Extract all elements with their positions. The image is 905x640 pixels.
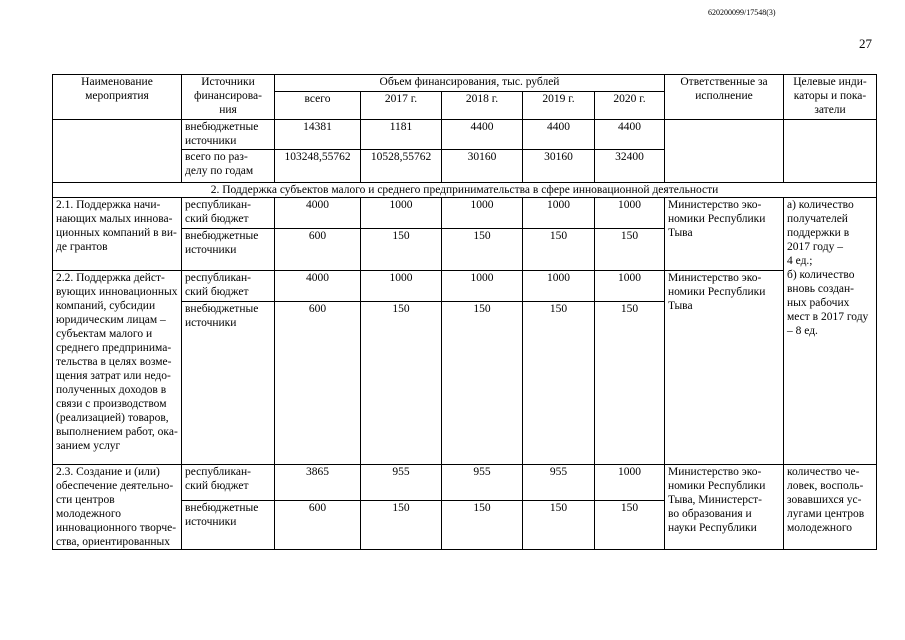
measure-name: 2.2. Поддержка дейст- вующих инновационных компаний, субсидии юридическим лицам – субъектам малого и среднего предпринима- тельства в целях возме- щения затрат или недо- полученных доходов в связи с производством (реализацией) товаров, выполнением работ, ока- занием услуг — [53, 271, 182, 465]
blank-targets-cell — [784, 120, 877, 183]
source-cell: республикан- ский бюджет — [182, 198, 275, 229]
y2017-cell: 150 — [361, 302, 442, 465]
document-id: 620200099/17548(3) — [708, 8, 776, 17]
source-cell: внебюджетные источники — [182, 501, 275, 550]
responsible-cell: Министерство эко- номики Республики Тыва — [665, 271, 784, 465]
table-row — [53, 120, 877, 150]
y2018-cell: 955 — [442, 465, 523, 501]
source-cell: внебюджетные источники — [182, 229, 275, 271]
header-volume: Объем финансирования, тыс. рублей — [275, 75, 665, 92]
source-cell: всего по раз- делу по годам — [182, 150, 275, 183]
y2018-cell: 4400 — [442, 120, 523, 150]
targets-cell: количество че- ловек, восполь- зовавшихся ус- лугами центров молодежного — [784, 465, 877, 550]
y2019-cell: 1000 — [523, 198, 595, 229]
header-targets: Целевые инди- каторы и пока- затели — [784, 75, 877, 120]
header-2020: 2020 г. — [595, 92, 665, 120]
measure-name: 2.3. Создание и (или) обеспечение деятельно- сти центров молодежного инновационного творче- ства, ориентированных — [53, 465, 182, 550]
total-cell: 4000 — [275, 271, 361, 302]
header-source: Источники финансирова- ния — [182, 75, 275, 120]
y2019-cell: 150 — [523, 302, 595, 465]
total-cell: 14381 — [275, 120, 361, 150]
table-row — [53, 271, 877, 302]
responsible-cell: Министерство эко- номики Республики Тыва, Министерст- во образования и науки Республики — [665, 465, 784, 550]
section-title: 2. Поддержка субъектов малого и среднего предпринимательства в сфере инновационной деятельности — [53, 183, 877, 198]
header-total: всего — [275, 92, 361, 120]
y2019-cell: 955 — [523, 465, 595, 501]
blank-name-cell — [53, 120, 182, 183]
y2020-cell: 32400 — [595, 150, 665, 183]
total-cell: 600 — [275, 501, 361, 550]
total-cell: 600 — [275, 229, 361, 271]
y2019-cell: 1000 — [523, 271, 595, 302]
header-responsible: Ответственные за исполнение — [665, 75, 784, 120]
targets-cell: а) количество получателей поддержки в 2017 году – 4 ед.; б) количество вновь создан- ных рабочих мест в 2017 году – 8 ед. — [784, 198, 877, 465]
page-number: 27 — [859, 36, 872, 51]
y2018-cell: 1000 — [442, 271, 523, 302]
y2018-cell: 150 — [442, 501, 523, 550]
header-2019: 2019 г. — [523, 92, 595, 120]
responsible-cell: Министерство эко- номики Республики Тыва — [665, 198, 784, 271]
y2020-cell: 1000 — [595, 271, 665, 302]
y2018-cell: 150 — [442, 229, 523, 271]
total-cell: 600 — [275, 302, 361, 465]
y2019-cell: 150 — [523, 229, 595, 271]
header-2017: 2017 г. — [361, 92, 442, 120]
header-row-1 — [53, 75, 877, 92]
y2017-cell: 955 — [361, 465, 442, 501]
section-row — [53, 183, 877, 198]
y2020-cell: 150 — [595, 302, 665, 465]
y2018-cell: 30160 — [442, 150, 523, 183]
total-cell: 4000 — [275, 198, 361, 229]
source-cell: республикан- ский бюджет — [182, 271, 275, 302]
y2019-cell: 150 — [523, 501, 595, 550]
y2020-cell: 4400 — [595, 120, 665, 150]
y2017-cell: 1181 — [361, 120, 442, 150]
source-cell: республикан- ский бюджет — [182, 465, 275, 501]
financing-table — [52, 74, 877, 550]
y2017-cell: 1000 — [361, 271, 442, 302]
y2020-cell: 1000 — [595, 465, 665, 501]
total-cell: 3865 — [275, 465, 361, 501]
blank-responsible-cell — [665, 120, 784, 183]
y2019-cell: 30160 — [523, 150, 595, 183]
y2018-cell: 150 — [442, 302, 523, 465]
source-cell: внебюджетные источники — [182, 302, 275, 465]
y2017-cell: 1000 — [361, 198, 442, 229]
total-cell: 103248,55762 — [275, 150, 361, 183]
header-name: Наименование мероприятия — [53, 75, 182, 120]
y2020-cell: 150 — [595, 229, 665, 271]
y2017-cell: 150 — [361, 501, 442, 550]
y2017-cell: 150 — [361, 229, 442, 271]
y2020-cell: 1000 — [595, 198, 665, 229]
y2017-cell: 10528,55762 — [361, 150, 442, 183]
y2020-cell: 150 — [595, 501, 665, 550]
y2018-cell: 1000 — [442, 198, 523, 229]
source-cell: внебюджетные источники — [182, 120, 275, 150]
y2019-cell: 4400 — [523, 120, 595, 150]
measure-name: 2.1. Поддержка начи- нающих малых иннова- ционных компаний в ви- де грантов — [53, 198, 182, 271]
table-row — [53, 465, 877, 501]
header-2018: 2018 г. — [442, 92, 523, 120]
table-row — [53, 198, 877, 229]
